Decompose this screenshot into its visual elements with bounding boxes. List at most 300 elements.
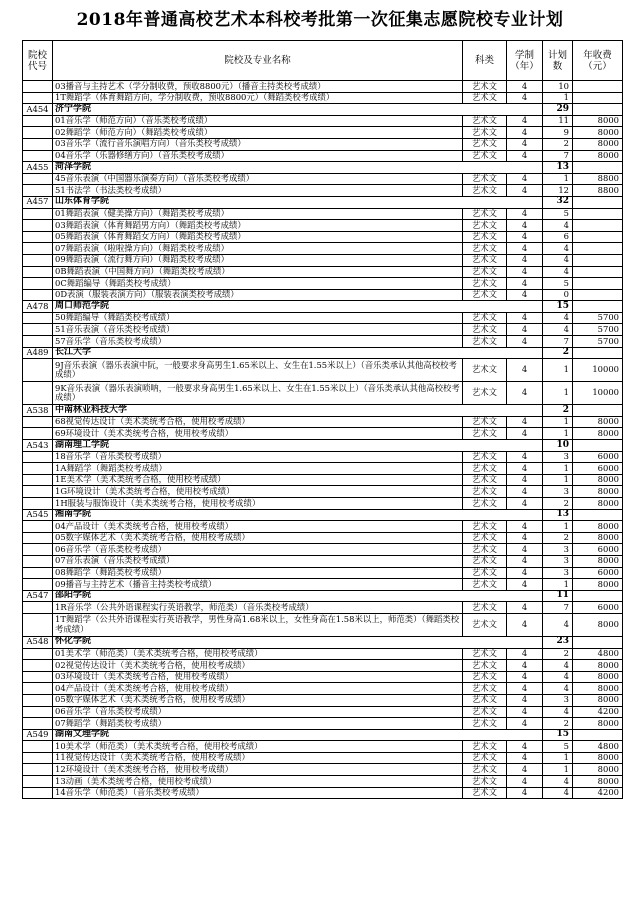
- major-name: 69环境设计（美术类统考合格，使用校考成绩）: [53, 428, 463, 440]
- fee-cell: 8000: [573, 555, 623, 567]
- years-cell: 4: [507, 150, 543, 162]
- school-plan-total: 15: [543, 729, 573, 741]
- code-cell: [23, 752, 53, 764]
- plan-cell: 1: [543, 428, 573, 440]
- plan-cell: 2: [543, 532, 573, 544]
- plan-cell: 1: [543, 579, 573, 591]
- major-row: [23, 428, 623, 440]
- fee-cell: 6000: [573, 463, 623, 475]
- empty-cell: [573, 440, 623, 452]
- code-cell: [23, 312, 53, 324]
- plan-cell: 2: [543, 498, 573, 510]
- major-name: 09播音与主持艺术（播音主持类校考成绩）: [53, 579, 463, 591]
- major-name: 04音乐学（乐器修缮方向）（音乐类校考成绩）: [53, 150, 463, 162]
- major-row: [23, 278, 623, 290]
- code-cell: [23, 278, 53, 290]
- major-row: [23, 81, 623, 93]
- category-cell: 艺术文: [463, 706, 507, 718]
- major-row: [23, 660, 623, 672]
- plan-cell: 4: [543, 671, 573, 683]
- fee-cell: 8000: [573, 694, 623, 706]
- fee-cell: [573, 81, 623, 93]
- school-code: A454: [23, 104, 53, 116]
- major-row: [23, 787, 623, 799]
- code-cell: [23, 266, 53, 278]
- years-cell: 4: [507, 266, 543, 278]
- major-name: 1A舞蹈学（舞蹈类校考成绩）: [53, 463, 463, 475]
- major-row: [23, 718, 623, 730]
- years-cell: 4: [507, 660, 543, 672]
- empty-cell: [573, 405, 623, 417]
- fee-cell: 8000: [573, 683, 623, 695]
- major-name: 07舞蹈表演（啦啦操方向）（舞蹈类校考成绩）: [53, 243, 463, 255]
- major-name: 9K音乐表演（器乐表演唢呐，一般要求身高男生1.65米以上、女生在1.55米以上）（音乐类承认其他高校校考成绩）: [53, 382, 463, 405]
- school-row: [23, 301, 623, 313]
- years-cell: 4: [507, 555, 543, 567]
- fee-cell: 6000: [573, 567, 623, 579]
- school-row: [23, 509, 623, 521]
- table-body: [23, 81, 623, 799]
- major-name: 06音乐学（音乐类校考成绩）: [53, 544, 463, 556]
- category-cell: 艺术文: [463, 208, 507, 220]
- code-cell: [23, 254, 53, 266]
- major-row: [23, 752, 623, 764]
- plan-cell: 3: [543, 451, 573, 463]
- code-cell: [23, 289, 53, 301]
- fee-cell: 6000: [573, 451, 623, 463]
- header-category: 科类: [463, 41, 507, 81]
- major-row: [23, 243, 623, 255]
- plan-cell: 4: [543, 254, 573, 266]
- major-name: 03环境设计（美术类统考合格，使用校考成绩）: [53, 671, 463, 683]
- code-cell: [23, 579, 53, 591]
- category-cell: 艺术文: [463, 359, 507, 382]
- code-cell: [23, 671, 53, 683]
- major-row: [23, 312, 623, 324]
- major-name: 12环境设计（美术类统考合格，使用校考成绩）: [53, 764, 463, 776]
- major-name: 0B舞蹈表演（中国舞方向）（舞蹈类校考成绩）: [53, 266, 463, 278]
- school-name: 菏泽学院: [53, 162, 543, 174]
- plan-cell: 4: [543, 776, 573, 788]
- category-cell: 艺术文: [463, 138, 507, 150]
- school-row: [23, 104, 623, 116]
- plan-cell: 4: [543, 660, 573, 672]
- fee-cell: 8000: [573, 127, 623, 139]
- major-row: [23, 336, 623, 348]
- major-name: 45音乐表演（中国器乐演奏方向）（音乐类校考成绩）: [53, 173, 463, 185]
- code-cell: [23, 718, 53, 730]
- category-cell: 艺术文: [463, 752, 507, 764]
- major-name: 18音乐学（音乐类校考成绩）: [53, 451, 463, 463]
- major-row: [23, 648, 623, 660]
- plan-cell: 5: [543, 208, 573, 220]
- plan-cell: 1: [543, 92, 573, 104]
- code-cell: [23, 92, 53, 104]
- fee-cell: 8000: [573, 486, 623, 498]
- major-row: [23, 359, 623, 382]
- code-cell: [23, 555, 53, 567]
- fee-cell: 8000: [573, 521, 623, 533]
- plan-cell: 4: [543, 243, 573, 255]
- code-cell: [23, 776, 53, 788]
- major-row: [23, 416, 623, 428]
- major-row: [23, 521, 623, 533]
- fee-cell: 8000: [573, 115, 623, 127]
- fee-cell: [573, 208, 623, 220]
- code-cell: [23, 115, 53, 127]
- code-cell: [23, 474, 53, 486]
- code-cell: [23, 416, 53, 428]
- major-name: 04产品设计（美术类统考合格，使用校考成绩）: [53, 683, 463, 695]
- years-cell: 4: [507, 324, 543, 336]
- plan-cell: 1: [543, 474, 573, 486]
- school-plan-total: 29: [543, 104, 573, 116]
- code-cell: [23, 81, 53, 93]
- school-plan-total: 11: [543, 590, 573, 602]
- years-cell: 4: [507, 602, 543, 614]
- fee-cell: 8000: [573, 752, 623, 764]
- major-name: 0C舞蹈编导（舞蹈类校考成绩）: [53, 278, 463, 290]
- major-name: 03舞蹈表演（体育舞蹈男方向）（舞蹈类校考成绩）: [53, 220, 463, 232]
- major-row: [23, 127, 623, 139]
- code-cell: [23, 150, 53, 162]
- category-cell: 艺术文: [463, 671, 507, 683]
- table-header-row: [23, 41, 623, 81]
- code-cell: [23, 648, 53, 660]
- major-name: 51音乐表演（音乐类校考成绩）: [53, 324, 463, 336]
- school-code: A489: [23, 347, 53, 359]
- years-cell: 4: [507, 336, 543, 348]
- empty-cell: [573, 301, 623, 313]
- major-name: 1T舞蹈学（体育舞蹈方向，学分制收费，预收8800元）（舞蹈类校考成绩）: [53, 92, 463, 104]
- years-cell: 4: [507, 706, 543, 718]
- major-row: [23, 741, 623, 753]
- school-row: [23, 590, 623, 602]
- school-name: 湖南理工学院: [53, 440, 543, 452]
- major-row: [23, 764, 623, 776]
- category-cell: 艺术文: [463, 486, 507, 498]
- major-name: 11视觉传达设计（美术类统考合格，使用校考成绩）: [53, 752, 463, 764]
- major-row: [23, 602, 623, 614]
- plan-cell: 4: [543, 220, 573, 232]
- plan-cell: 1: [543, 173, 573, 185]
- code-cell: [23, 336, 53, 348]
- category-cell: 艺术文: [463, 521, 507, 533]
- years-cell: 4: [507, 359, 543, 382]
- school-code: A549: [23, 729, 53, 741]
- major-name: 04产品设计（美术类统考合格，使用校考成绩）: [53, 521, 463, 533]
- empty-cell: [573, 509, 623, 521]
- empty-cell: [573, 162, 623, 174]
- years-cell: 4: [507, 382, 543, 405]
- school-plan-total: 23: [543, 636, 573, 648]
- category-cell: 艺术文: [463, 254, 507, 266]
- header-name: 院校及专业名称: [53, 41, 463, 81]
- major-name: 1E美术学（美术类统考合格，使用校考成绩）: [53, 474, 463, 486]
- category-cell: 艺术文: [463, 312, 507, 324]
- major-row: [23, 579, 623, 591]
- plan-cell: 2: [543, 718, 573, 730]
- category-cell: 艺术文: [463, 613, 507, 636]
- major-row: [23, 486, 623, 498]
- plan-cell: 3: [543, 694, 573, 706]
- fee-cell: 8000: [573, 613, 623, 636]
- plan-cell: 3: [543, 544, 573, 556]
- plan-cell: 4: [543, 683, 573, 695]
- fee-cell: 4200: [573, 706, 623, 718]
- school-row: [23, 636, 623, 648]
- fee-cell: 5700: [573, 312, 623, 324]
- years-cell: 4: [507, 92, 543, 104]
- category-cell: 艺术文: [463, 648, 507, 660]
- school-code: A455: [23, 162, 53, 174]
- code-cell: [23, 127, 53, 139]
- category-cell: 艺术文: [463, 741, 507, 753]
- plan-cell: 4: [543, 613, 573, 636]
- fee-cell: [573, 92, 623, 104]
- category-cell: 艺术文: [463, 764, 507, 776]
- category-cell: 艺术文: [463, 336, 507, 348]
- years-cell: 4: [507, 138, 543, 150]
- fee-cell: [573, 220, 623, 232]
- years-cell: 4: [507, 312, 543, 324]
- category-cell: 艺术文: [463, 776, 507, 788]
- plan-cell: 3: [543, 486, 573, 498]
- header-code: 院校代号: [23, 41, 53, 81]
- fee-cell: 8000: [573, 138, 623, 150]
- school-code: A545: [23, 509, 53, 521]
- school-name: 山东体育学院: [53, 196, 543, 208]
- major-row: [23, 706, 623, 718]
- school-name: 邵阳学院: [53, 590, 543, 602]
- code-cell: [23, 324, 53, 336]
- fee-cell: 8000: [573, 532, 623, 544]
- code-cell: [23, 486, 53, 498]
- school-name: 济宁学院: [53, 104, 543, 116]
- code-cell: [23, 741, 53, 753]
- code-cell: [23, 185, 53, 197]
- code-cell: [23, 602, 53, 614]
- plan-cell: 10: [543, 81, 573, 93]
- admission-plan-table: [22, 40, 623, 799]
- years-cell: 4: [507, 289, 543, 301]
- category-cell: 艺术文: [463, 683, 507, 695]
- fee-cell: 8000: [573, 671, 623, 683]
- years-cell: 4: [507, 776, 543, 788]
- years-cell: 4: [507, 231, 543, 243]
- code-cell: [23, 498, 53, 510]
- plan-cell: 1: [543, 359, 573, 382]
- code-cell: [23, 359, 53, 382]
- category-cell: 艺术文: [463, 602, 507, 614]
- years-cell: 4: [507, 683, 543, 695]
- years-cell: 4: [507, 416, 543, 428]
- major-row: [23, 555, 623, 567]
- code-cell: [23, 787, 53, 799]
- years-cell: 4: [507, 718, 543, 730]
- years-cell: 4: [507, 741, 543, 753]
- major-name: 68视觉传达设计（美术类统考合格，使用校考成绩）: [53, 416, 463, 428]
- years-cell: 4: [507, 428, 543, 440]
- plan-cell: 9: [543, 127, 573, 139]
- category-cell: 艺术文: [463, 498, 507, 510]
- category-cell: 艺术文: [463, 474, 507, 486]
- fee-cell: 5700: [573, 324, 623, 336]
- years-cell: 4: [507, 278, 543, 290]
- plan-cell: 4: [543, 312, 573, 324]
- category-cell: 艺术文: [463, 579, 507, 591]
- school-plan-total: 15: [543, 301, 573, 313]
- category-cell: 艺术文: [463, 92, 507, 104]
- plan-cell: 3: [543, 567, 573, 579]
- major-row: [23, 266, 623, 278]
- major-row: [23, 544, 623, 556]
- plan-cell: 7: [543, 602, 573, 614]
- school-plan-total: 2: [543, 347, 573, 359]
- category-cell: 艺术文: [463, 266, 507, 278]
- category-cell: 艺术文: [463, 451, 507, 463]
- school-row: [23, 729, 623, 741]
- header-years: 学制（年）: [507, 41, 543, 81]
- plan-cell: 1: [543, 463, 573, 475]
- major-row: [23, 613, 623, 636]
- school-plan-total: 13: [543, 162, 573, 174]
- category-cell: 艺术文: [463, 220, 507, 232]
- school-code: A547: [23, 590, 53, 602]
- fee-cell: 8000: [573, 718, 623, 730]
- category-cell: 艺术文: [463, 416, 507, 428]
- code-cell: [23, 764, 53, 776]
- category-cell: 艺术文: [463, 660, 507, 672]
- code-cell: [23, 208, 53, 220]
- category-cell: 艺术文: [463, 532, 507, 544]
- category-cell: 艺术文: [463, 150, 507, 162]
- major-row: [23, 138, 623, 150]
- fee-cell: 8000: [573, 150, 623, 162]
- plan-cell: 3: [543, 555, 573, 567]
- empty-cell: [573, 104, 623, 116]
- fee-cell: 8000: [573, 579, 623, 591]
- school-name: 周口师范学院: [53, 301, 543, 313]
- major-name: 08舞蹈学（舞蹈类校考成绩）: [53, 567, 463, 579]
- years-cell: 4: [507, 451, 543, 463]
- major-name: 02视觉传达设计（美术类统考合格，使用校考成绩）: [53, 660, 463, 672]
- years-cell: 4: [507, 613, 543, 636]
- school-code: A543: [23, 440, 53, 452]
- major-name: 09舞蹈表演（流行舞方向）（舞蹈类校考成绩）: [53, 254, 463, 266]
- fee-cell: [573, 289, 623, 301]
- plan-cell: 6: [543, 231, 573, 243]
- major-row: [23, 532, 623, 544]
- plan-cell: 5: [543, 741, 573, 753]
- category-cell: 艺术文: [463, 289, 507, 301]
- category-cell: 艺术文: [463, 694, 507, 706]
- school-plan-total: 2: [543, 405, 573, 417]
- major-name: 06音乐学（音乐类校考成绩）: [53, 706, 463, 718]
- code-cell: [23, 521, 53, 533]
- major-row: [23, 683, 623, 695]
- fee-cell: 4800: [573, 741, 623, 753]
- category-cell: 艺术文: [463, 115, 507, 127]
- major-name: 10美术学（师范类）（美术类统考合格，使用校考成绩）: [53, 741, 463, 753]
- years-cell: 4: [507, 579, 543, 591]
- category-cell: 艺术文: [463, 173, 507, 185]
- school-name: 中南林业科技大学: [53, 405, 543, 417]
- major-row: [23, 185, 623, 197]
- years-cell: 4: [507, 764, 543, 776]
- years-cell: 4: [507, 498, 543, 510]
- fee-cell: [573, 278, 623, 290]
- major-name: 51书法学（书法类校考成绩）: [53, 185, 463, 197]
- years-cell: 4: [507, 173, 543, 185]
- plan-cell: 7: [543, 150, 573, 162]
- school-code: A548: [23, 636, 53, 648]
- code-cell: [23, 694, 53, 706]
- code-cell: [23, 138, 53, 150]
- major-name: 07音乐表演（音乐类校考成绩）: [53, 555, 463, 567]
- fee-cell: [573, 254, 623, 266]
- plan-cell: 7: [543, 336, 573, 348]
- school-name: 长江大学: [53, 347, 543, 359]
- years-cell: 4: [507, 185, 543, 197]
- category-cell: 艺术文: [463, 463, 507, 475]
- school-code: A478: [23, 301, 53, 313]
- major-row: [23, 208, 623, 220]
- major-name: 57音乐学（音乐类校考成绩）: [53, 336, 463, 348]
- major-name: 1H服装与服饰设计（美术类统考合格，使用校考成绩）: [53, 498, 463, 510]
- school-plan-total: 10: [543, 440, 573, 452]
- plan-cell: 1: [543, 521, 573, 533]
- major-row: [23, 150, 623, 162]
- school-name: 怀化学院: [53, 636, 543, 648]
- category-cell: 艺术文: [463, 81, 507, 93]
- code-cell: [23, 660, 53, 672]
- years-cell: 4: [507, 694, 543, 706]
- years-cell: 4: [507, 486, 543, 498]
- plan-cell: 12: [543, 185, 573, 197]
- school-name: 湖南文理学院: [53, 729, 543, 741]
- major-name: 0D表演（服装表演方向）（服装表演类校考成绩）: [53, 289, 463, 301]
- years-cell: 4: [507, 81, 543, 93]
- years-cell: 4: [507, 474, 543, 486]
- years-cell: 4: [507, 532, 543, 544]
- years-cell: 4: [507, 787, 543, 799]
- years-cell: 4: [507, 752, 543, 764]
- major-name: 1R音乐学（公共外语课程实行英语教学，师范类）（音乐类校考成绩）: [53, 602, 463, 614]
- plan-cell: 11: [543, 115, 573, 127]
- major-name: 05数字媒体艺术（美术类统考合格，使用校考成绩）: [53, 532, 463, 544]
- years-cell: 4: [507, 648, 543, 660]
- major-row: [23, 498, 623, 510]
- code-cell: [23, 231, 53, 243]
- major-row: [23, 324, 623, 336]
- plan-cell: 0: [543, 289, 573, 301]
- school-plan-total: 13: [543, 509, 573, 521]
- plan-cell: 1: [543, 764, 573, 776]
- major-row: [23, 220, 623, 232]
- code-cell: [23, 243, 53, 255]
- fee-cell: 8000: [573, 498, 623, 510]
- fee-cell: [573, 231, 623, 243]
- school-row: [23, 405, 623, 417]
- code-cell: [23, 173, 53, 185]
- major-row: [23, 173, 623, 185]
- fee-cell: 8800: [573, 185, 623, 197]
- major-row: [23, 474, 623, 486]
- major-name: 03音乐学（流行音乐演唱方向）（音乐类校考成绩）: [53, 138, 463, 150]
- years-cell: 4: [507, 521, 543, 533]
- category-cell: 艺术文: [463, 718, 507, 730]
